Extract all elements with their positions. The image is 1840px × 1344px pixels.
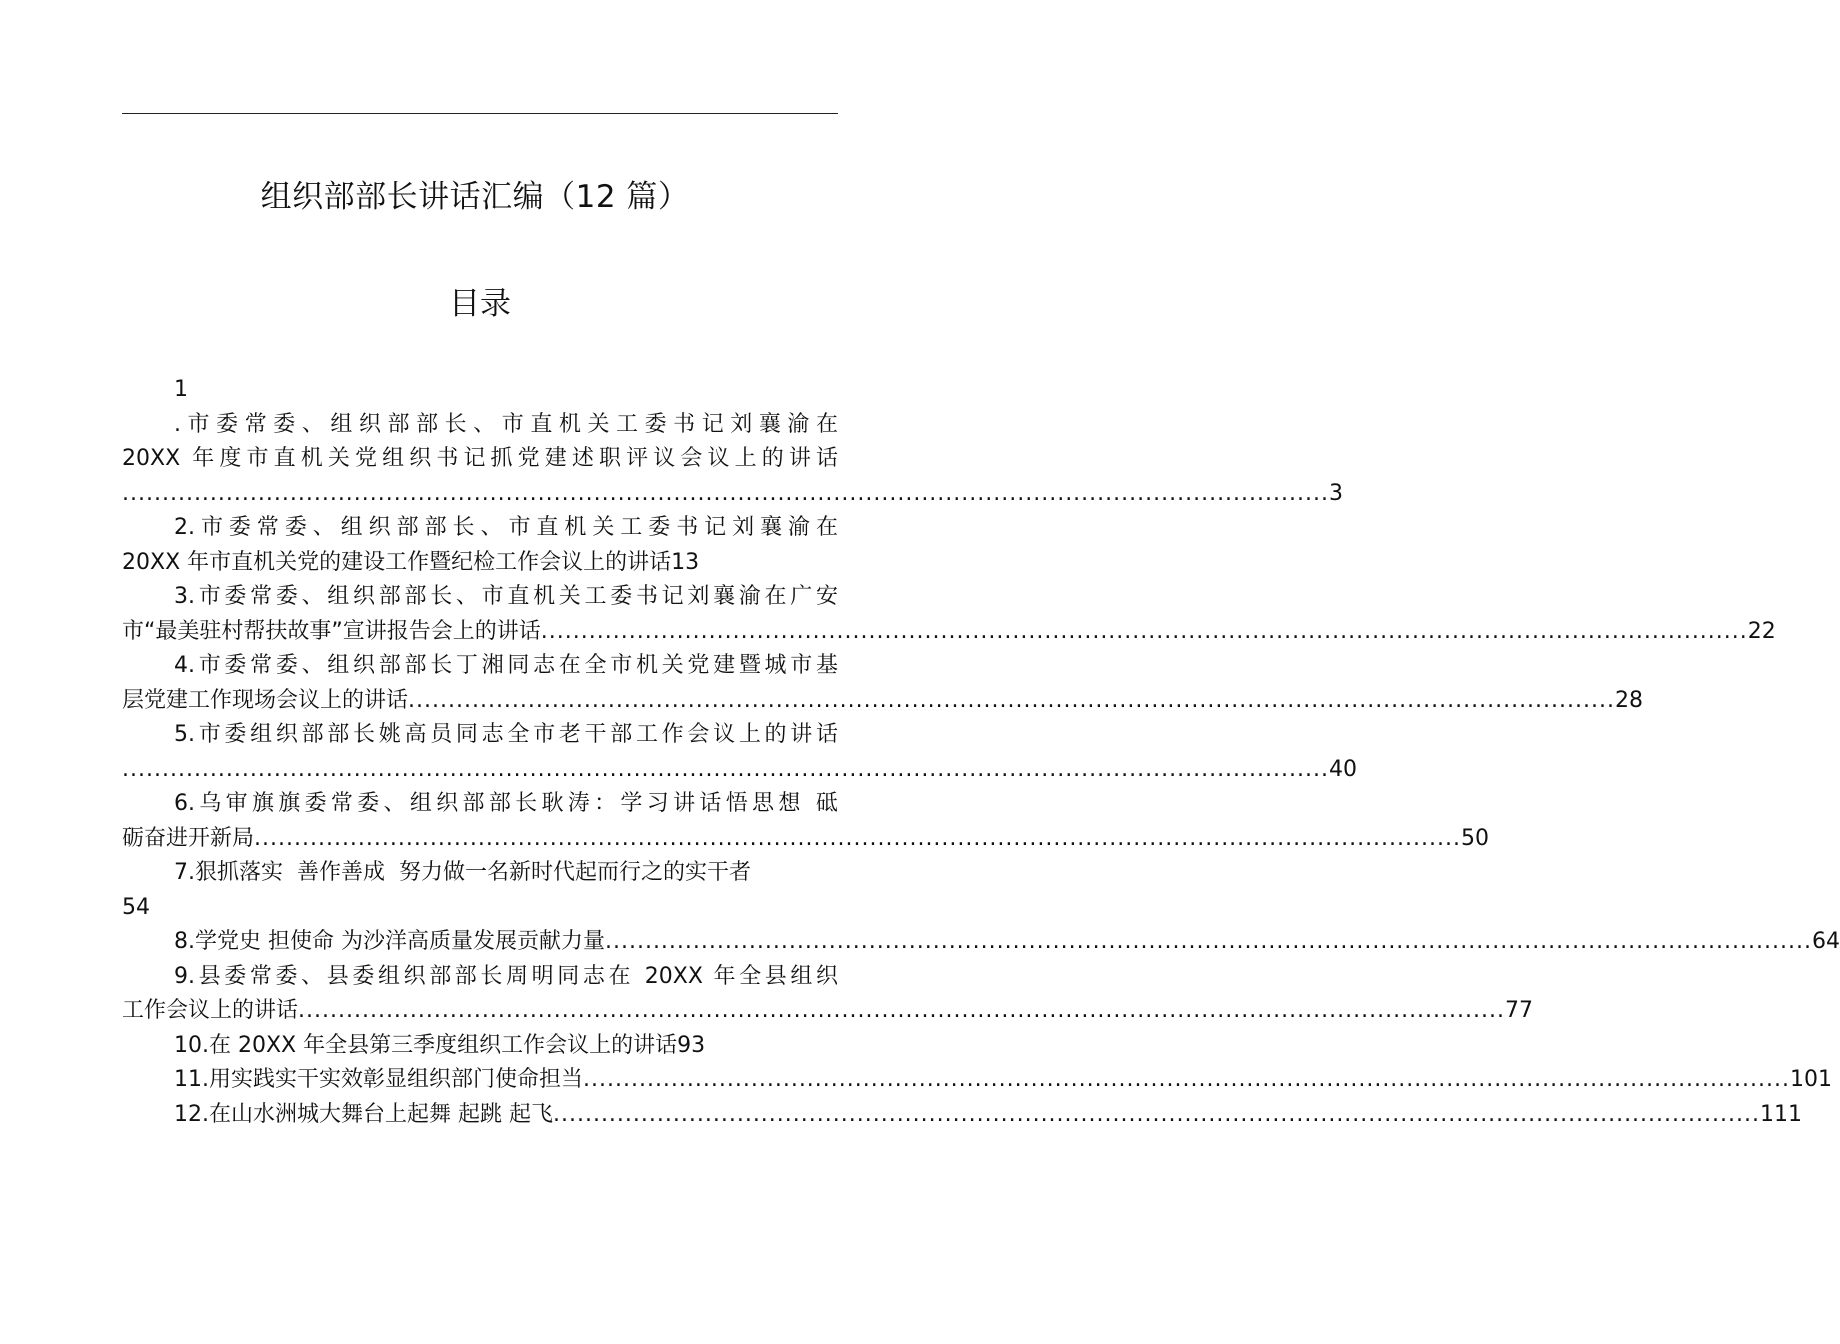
dot-leader: ....................................................................................................................................................... (540, 618, 1748, 644)
toc-entry-11-page: 101 (1789, 1067, 1832, 1092)
toc-entry-1-line2[interactable]: 20XX 年度市直机关党组织书记抓党建述职评议会议上的讲话 (122, 446, 838, 471)
dot-leader: ....................................................................................................................................................... (583, 1067, 1790, 1092)
toc-heading: 目录 (449, 286, 511, 322)
toc-entry-4-line2: 层党建工作现场会议上的讲话 (122, 687, 409, 713)
dot-leader: ....................................................................................................................................................... (408, 687, 1615, 713)
toc-entry-4-line1[interactable]: 4.市委常委、组织部部长丁湘同志在全市机关党建暨城市基 (174, 653, 838, 678)
toc-entry-3-page: 22 (1747, 618, 1776, 644)
toc-entry-12-page: 111 (1759, 1101, 1802, 1127)
table-of-contents (122, 373, 1840, 1132)
document-title: 组织部部长讲话汇编（12 篇） (260, 179, 690, 215)
dot-leader: ....................................................................................................................................................... (552, 1101, 1760, 1127)
toc-entry-1-number[interactable]: 1 (174, 377, 188, 402)
toc-entry-3-line1[interactable]: 3.市委常委、组织部部长、市直机关工委书记刘襄渝在广安 (174, 584, 838, 609)
toc-entry-10-line1[interactable]: 10.在 20XX 年全县第三季度组织工作会议上的讲话93 (174, 1032, 706, 1058)
toc-entry-3-leader[interactable] (122, 615, 1776, 650)
dot-leader: ....................................................................................................................................................... (604, 929, 1812, 954)
dot-leader: ....................................................................................................................................................... (122, 480, 1329, 506)
header-rule (122, 113, 838, 114)
toc-entry-6-page: 50 (1460, 825, 1489, 851)
toc-entry-4-leader[interactable] (122, 684, 1643, 719)
toc-entry-8-line1: 8.学党史 担使命 为沙洋高质量发展贡献力量 (174, 929, 605, 954)
dot-leader: ....................................................................................................................................................... (122, 756, 1329, 782)
toc-entry-11-line1: 11.用实践实干实效彰显组织部门使命担当 (174, 1067, 583, 1092)
toc-entry-5-line1[interactable]: 5.市委组织部部长姚高员同志全市老干部工作会议上的讲话 (174, 722, 838, 747)
toc-entry-6-line1[interactable]: 6.乌审旗旗委常委、组织部部长耿涛：学习讲话悟思想 砥 (174, 791, 838, 816)
toc-entry-4-page: 28 (1614, 687, 1643, 713)
toc-entry-6-line2: 砺奋进开新局 (122, 825, 255, 851)
toc-entry-12-line1: 12.在山水洲城大舞台上起舞 起跳 起飞 (174, 1101, 553, 1127)
toc-entry-9-line1[interactable]: 9.县委常委、县委组织部部长周明同志在 20XX 年全县组织 (174, 963, 838, 989)
toc-entry-3-line2: 市“最美驻村帮扶故事”宣讲报告会上的讲话 (122, 618, 541, 644)
toc-entry-8-page: 64 (1811, 929, 1840, 954)
toc-entry-9-line2: 工作会议上的讲话 (122, 998, 299, 1023)
toc-entry-5-leader[interactable] (122, 753, 1357, 788)
toc-entry-8-leader[interactable] (122, 925, 1840, 960)
toc-entry-2-line2[interactable]: 20XX 年市直机关党的建设工作暨纪检工作会议上的讲话13 (122, 549, 700, 575)
toc-entry-11-leader[interactable] (122, 1063, 1832, 1098)
dot-leader: ....................................................................................................................................................... (254, 825, 1461, 851)
toc-entry-5-page: 40 (1328, 756, 1357, 782)
toc-entry-2-line1[interactable]: 2.市委常委、组织部部长、市直机关工委书记刘襄渝在 (174, 515, 838, 540)
toc-entry-7-line1[interactable]: 7.狠抓落实 善作善成 努力做一名新时代起而行之的实干者 (174, 860, 751, 885)
toc-entry-1-line1[interactable]: .市委常委、组织部部长、市直机关工委书记刘襄渝在 (174, 411, 838, 437)
toc-entry-1-leader[interactable] (122, 477, 1343, 512)
toc-entry-1-page: 3 (1328, 480, 1343, 506)
toc-entry-7-page[interactable]: 54 (122, 894, 150, 920)
toc-entry-9-page: 77 (1504, 998, 1533, 1023)
toc-entry-12-leader[interactable] (122, 1098, 1802, 1133)
toc-entry-6-leader[interactable] (122, 822, 1489, 857)
toc-entry-9-leader[interactable] (122, 994, 1533, 1029)
dot-leader: ....................................................................................................................................................... (298, 998, 1505, 1023)
